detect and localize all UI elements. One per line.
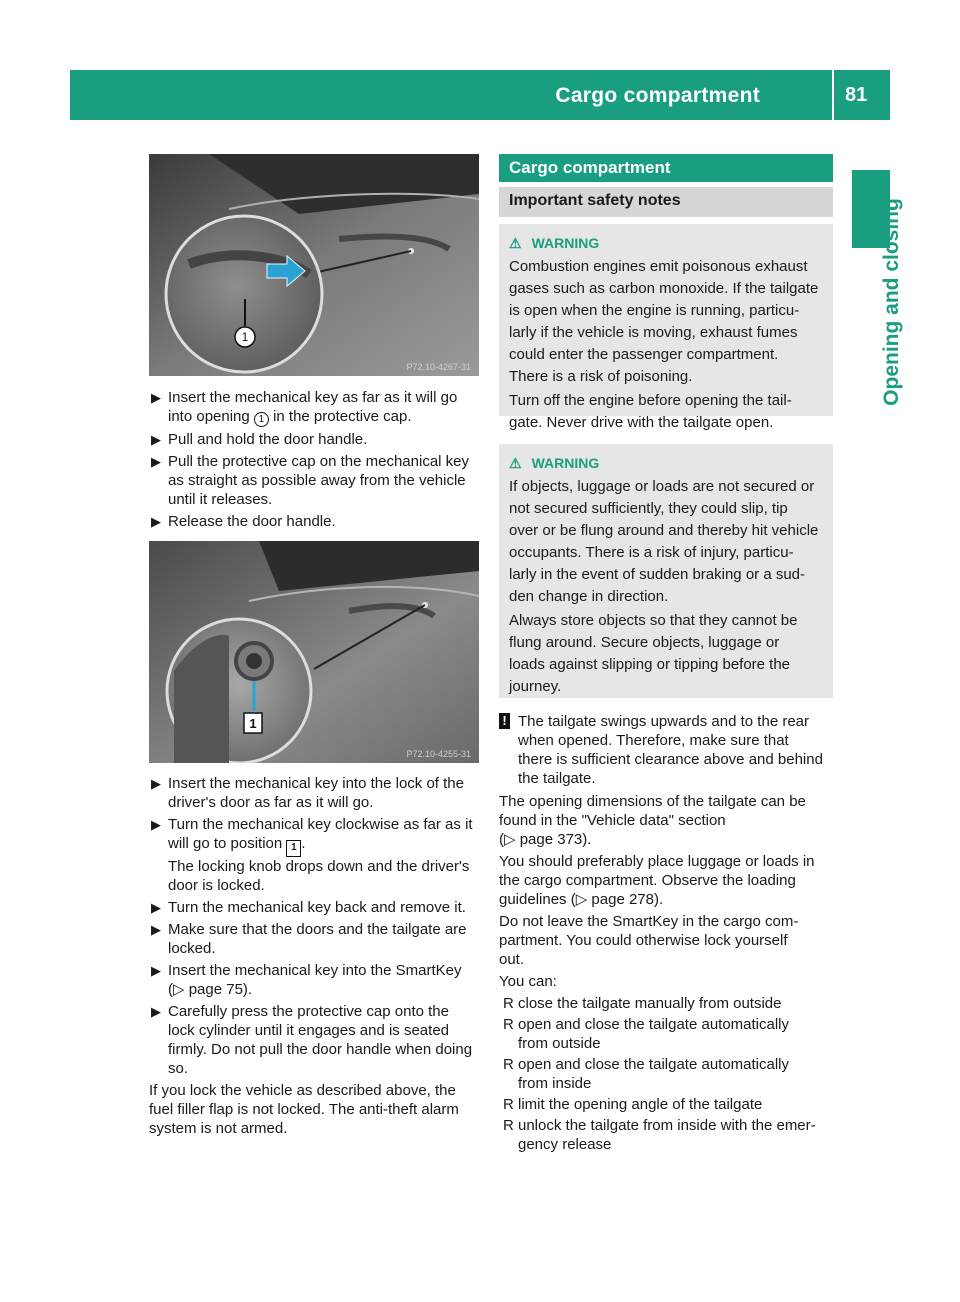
step-item: ▶ Insert the mechanical key into the SmartKey (▷ page 75). [151, 962, 462, 998]
step-item: ▶ Carefully press the protective cap onto the lock cylinder until it engages and is seated firmly. Do not pull the door handle when doing so. [151, 1003, 473, 1077]
notice-item: ! The tailgate swings upwards and to the rear when opened. Therefore, make sure that there is sufficient clearance above and behind the tailgate. [499, 712, 839, 788]
list-item: R open and close the tailgate automatically from outside [503, 1016, 790, 1052]
figure-door-lock [149, 541, 479, 763]
list-item: R unlock the tailgate from inside with the emer- gency release [503, 1117, 816, 1153]
left-column-steps-a [149, 388, 484, 534]
header-separator [832, 70, 834, 120]
page-number: 81 [845, 84, 868, 106]
page-header [70, 70, 890, 120]
left-column-steps-b [149, 774, 484, 1141]
section-heading: Cargo compartment [499, 154, 833, 182]
bullet-icon: R [503, 1096, 514, 1113]
figure-code: P72.10-4267-31 [406, 362, 471, 372]
step-item: ▶ Make sure that the doors and the tailgate are locked. [151, 921, 467, 957]
bullet-icon: R [503, 1016, 514, 1033]
page-reference[interactable]: guidelines (▷ page 278). [499, 891, 664, 908]
position-1-icon: 1 [286, 840, 301, 857]
bullet-icon: R [503, 1056, 514, 1073]
warning-triangle-icon: ⚠ [509, 455, 522, 471]
exclamation-icon: ! [499, 713, 510, 729]
list-item: R open and close the tailgate automatically from inside [503, 1056, 790, 1092]
header-title: Cargo compartment [555, 84, 760, 107]
figure-code: P72.10-4255-31 [406, 749, 471, 759]
list-item: R close the tailgate manually from outside [503, 995, 782, 1012]
warning-triangle-icon: ⚠ [509, 235, 522, 251]
svg-text:1: 1 [241, 330, 249, 344]
warning-label: WARNING [531, 455, 600, 471]
bullet-icon: R [503, 995, 514, 1012]
step-item: ▶ Insert the mechanical key as far as it will go into opening 1 in the protective cap. [151, 389, 458, 425]
step-item: ▶ Pull and hold the door handle. [151, 431, 368, 448]
paragraph: Do not leave the SmartKey in the cargo com- partment. You could otherwise lock yourself out. [499, 913, 799, 968]
paragraph: You should preferably place luggage or loads in the cargo compartment. Observe the loading guidelines (▷ page 278). [499, 853, 815, 908]
figure-callout: 1 [249, 716, 257, 731]
step-item: ▶ Turn the mechanical key clockwise as far as it will go to position 1 . The locking knob drops down and the driver's door is locked. [151, 816, 473, 894]
page-reference[interactable]: (▷ page 75). [168, 981, 253, 998]
warning-box-1: ⚠ WARNING Combustion engines emit poisonous exhaust gases such as carbon monoxide. If the tailgate is open when the engine is running, particu- larly if the vehicle is moving, exhaust fumes could enter the passenger compartment. There is a risk of poisoning. Turn off the engine before opening the tail- gate. Never drive with the tailgate open. [499, 224, 833, 416]
warning-box-2: ⚠ WARNING If objects, luggage or loads are not secured or not secured sufficiently, they could slip, tip over or be flung around and thereby hit vehicle occupants. There is a risk of injury, particu- larly in the event of sudden braking or a sud- den change in direction. Always store objects so that they cannot be flung around. Secure objects, luggage or loads against slipping or tipping before the journey. [499, 444, 833, 698]
list-item: R limit the opening angle of the tailgate [503, 1096, 763, 1113]
paragraph: The opening dimensions of the tailgate can be found in the "Vehicle data" section (▷ page 373). [499, 793, 806, 848]
bullet-icon: R [503, 1117, 514, 1134]
page-reference[interactable]: (▷ page 373). [499, 831, 592, 848]
step-item: ▶ Release the door handle. [151, 513, 336, 530]
step-item: ▶ Insert the mechanical key into the lock of the driver's door as far as it will go. [151, 775, 464, 811]
right-column-body [499, 712, 839, 1156]
warning-label: WARNING [531, 235, 600, 251]
subsection-heading: Important safety notes [499, 187, 833, 217]
figure-door-handle-cap [149, 154, 479, 376]
step-item: ▶ Turn the mechanical key back and remove it. [151, 899, 466, 916]
step-item: ▶ Pull the protective cap on the mechanical key as straight as possible away from the vehicle until it releases. [151, 453, 470, 508]
callout-icon: 1 [254, 412, 269, 427]
closing-paragraph: If you lock the vehicle as described above, the fuel filler flap is not locked. The anti-theft alarm system is not armed. [149, 1082, 459, 1137]
paragraph: You can: [499, 973, 557, 990]
